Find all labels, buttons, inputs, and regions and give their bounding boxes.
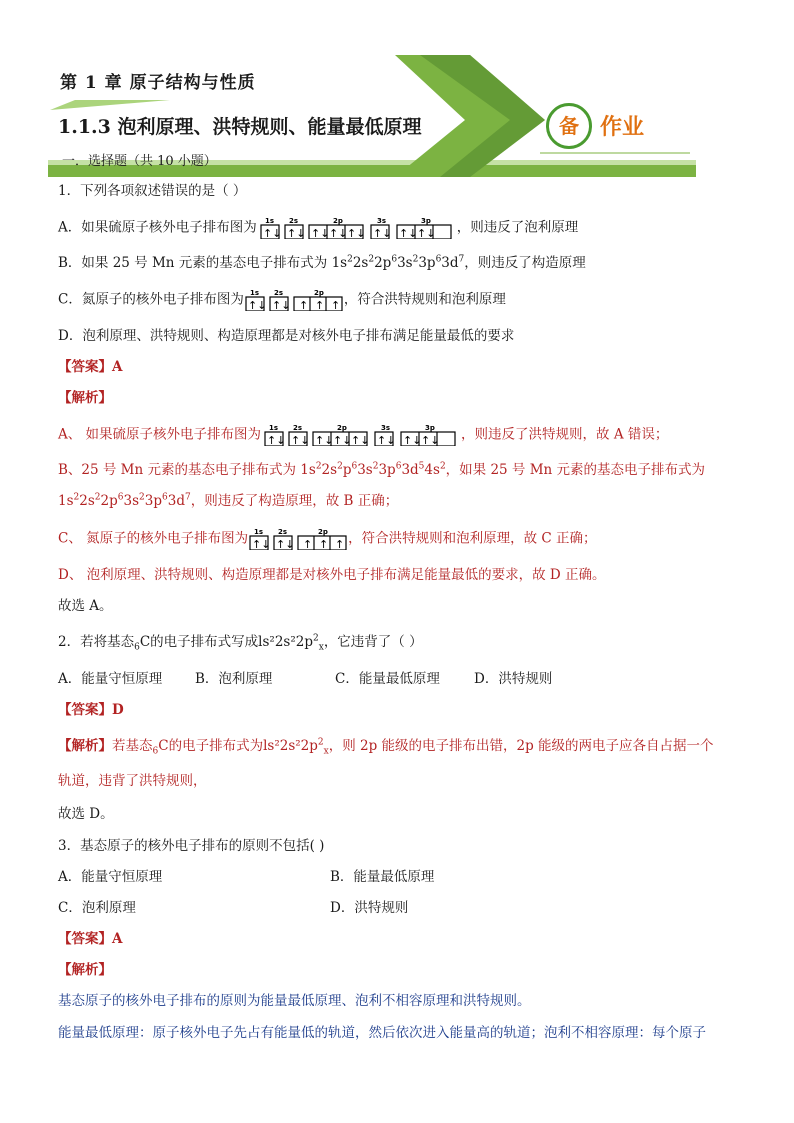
svg-text:↑↓: ↑↓ xyxy=(333,434,352,446)
svg-text:↑: ↑ xyxy=(298,299,309,311)
q1-conclusion: 故选 A。 xyxy=(58,598,113,614)
b-sup: 2 xyxy=(412,254,419,265)
q1-stem: 1．下列各项叙述错误的是（ ） xyxy=(58,183,247,199)
orb-label: 2p xyxy=(318,528,329,536)
svg-text:↑↓: ↑↓ xyxy=(351,434,370,446)
svg-text:↑↓: ↑↓ xyxy=(252,538,271,550)
ab-sup: 2 xyxy=(439,461,446,472)
chapter-title: 第 1 章 原子结构与性质 xyxy=(60,73,256,93)
svg-text:↑↓: ↑↓ xyxy=(262,227,282,239)
q2-options xyxy=(58,669,552,689)
ab-part: p xyxy=(342,462,352,478)
orb-label: 3p xyxy=(425,424,435,432)
orb-label: 1s xyxy=(254,528,264,536)
q3-analysis-line1: 基态原子的核外电子排布的原则为能量最低原理、泡利不相容原理和洪特规则。 xyxy=(58,993,531,1009)
orb-label: 2s xyxy=(293,424,303,432)
badge-label: 作业 xyxy=(600,115,645,140)
svg-text:↑: ↑ xyxy=(335,538,345,550)
q2-ana-config-sub: x xyxy=(323,746,329,757)
ab2-sup: 7 xyxy=(184,492,191,503)
q1-option-c xyxy=(58,289,506,311)
q2-sub: 6 xyxy=(134,642,140,653)
ab-sup: 6 xyxy=(351,461,358,472)
q1-option-b xyxy=(58,253,586,273)
svg-text:↑↓: ↑↓ xyxy=(377,434,396,446)
ab-part: 4s xyxy=(424,462,440,478)
svg-text:↑↓: ↑↓ xyxy=(416,227,436,239)
svg-text:↑↓: ↑↓ xyxy=(372,227,392,239)
ab2-part: 1s xyxy=(58,493,74,509)
orb-label: 2s xyxy=(273,289,283,297)
q2-stem xyxy=(58,632,423,652)
section-heading: 一．选择题（共 10 小题） xyxy=(62,154,217,169)
orb-label: 1s xyxy=(249,289,259,297)
q3-options-row2 xyxy=(58,898,408,918)
orb-label: 3p xyxy=(420,217,431,225)
ab-part: 3s xyxy=(357,462,373,478)
svg-text:↑↓: ↑↓ xyxy=(315,434,334,446)
svg-text:↑: ↑ xyxy=(303,538,313,550)
ab2-sup: 2 xyxy=(139,492,145,503)
q1-option-c-tail: ，符合洪特规则和泡利原理 xyxy=(343,291,506,308)
svg-text:↑↓: ↑↓ xyxy=(271,299,291,311)
q2-option-d: D．洪特规则 xyxy=(474,671,553,687)
ab-part: 2s xyxy=(321,462,338,478)
q2-stem-mid: 的电子排布式写成 xyxy=(150,634,259,650)
svg-text:↑↓: ↑↓ xyxy=(346,227,366,239)
ab-sup: 2 xyxy=(337,461,343,472)
orb-label: 2s xyxy=(288,217,298,225)
q1-analysis-c xyxy=(58,528,597,550)
b-part: 2s xyxy=(352,255,369,271)
lesson-title: 1.1.3 泡利原理、洪特规则、能量最低原理 xyxy=(58,116,422,138)
q2-analysis-label: 【解析】 xyxy=(58,738,112,754)
q2-conclusion: 故选 D。 xyxy=(58,806,114,822)
ab-sup: 5 xyxy=(418,461,425,472)
ab-sup: 2 xyxy=(372,461,379,472)
ab2-part: 2s xyxy=(79,493,95,509)
ana-c-tail: ，符合洪特规则和泡利原理，故 C 正确； xyxy=(348,530,597,547)
q2-analysis-line2: 轨道，违背了洪特规则， xyxy=(58,773,207,789)
ab2-part: 3s xyxy=(123,493,140,509)
q2-analysis xyxy=(58,736,714,756)
q2-ana-config: ls²2s²2p xyxy=(263,738,318,754)
ab2-sup: 6 xyxy=(117,492,124,503)
q2-option-c: C．能量最低原理 xyxy=(335,671,440,687)
q1-analysis-b1 xyxy=(58,460,705,480)
orb-label: 2p xyxy=(337,424,347,432)
q1-option-a-tail: ，则违反了泡利原理 xyxy=(456,219,579,236)
q3-option-a: A．能量守恒原理 xyxy=(58,869,163,885)
ana-a-text: A、 如果硫原子核外电子排布图为 xyxy=(58,426,262,443)
b-sup: 2 xyxy=(347,254,353,265)
svg-text:↑↓: ↑↓ xyxy=(286,227,306,239)
b-part: ，则违反了构造原理 xyxy=(464,255,586,271)
sulfur-orbital-diagram-b xyxy=(261,424,461,446)
q3-option-c: C．泡利原理 xyxy=(58,900,136,916)
orb-label: 1s xyxy=(269,424,279,432)
b-sup: 7 xyxy=(458,254,465,265)
q2-config-sup: 2 xyxy=(313,633,319,644)
q2-ana-pre: 若基态 xyxy=(112,738,153,754)
q1-analysis-label: 【解析】 xyxy=(58,390,112,406)
svg-text:↑↓: ↑↓ xyxy=(310,227,330,239)
orb-label: 2p xyxy=(313,289,324,297)
q2-element: C xyxy=(139,634,151,650)
b-part: 2p xyxy=(374,255,392,271)
q2-ana-post: ，则 2p 能级的电子排布出错，2p 能级的两电子应各自占据一个 xyxy=(328,738,714,754)
q2-stem-pre: 2．若将基态 xyxy=(58,634,135,650)
q3-options-row1 xyxy=(58,867,434,887)
svg-text:↑↓: ↑↓ xyxy=(247,299,267,311)
svg-text:↑: ↑ xyxy=(330,299,341,311)
q2-config: ls²2s²2p xyxy=(258,634,313,650)
svg-text:↑↓: ↑↓ xyxy=(398,227,418,239)
q2-ana-sub: 6 xyxy=(152,746,159,757)
q1-analysis-d: D、 泡利原理、洪特规则、构造原理都是对核外电子排布满足能量最低的要求，故 D 正确。 xyxy=(58,567,606,583)
q2-option-b: B．泡利原理 xyxy=(195,671,273,687)
ab2-sup: 2 xyxy=(94,492,101,503)
orb-label: 3s xyxy=(381,424,391,432)
ana-a-tail: ，则违反了洪特规则，故 A 错误； xyxy=(461,426,669,443)
ab-part: 3p xyxy=(378,462,396,478)
orb-label: 1s xyxy=(264,217,274,225)
svg-text:↑↓: ↑↓ xyxy=(267,434,286,446)
q3-analysis-line2: 能量最低原理：原子核外电子先占有能量低的轨道，然后依次进入能量高的轨道；泡利不相容原理：每个原子 xyxy=(58,1025,706,1041)
sulfur-orbital-diagram-a xyxy=(257,217,457,239)
orb-label: 2p xyxy=(332,217,343,225)
q3-stem: 3．基态原子的核外电子排布的原则不包括( ) xyxy=(58,838,325,854)
q3-analysis-label: 【解析】 xyxy=(58,962,112,978)
b-sup: 6 xyxy=(435,254,442,265)
q2-option-a: A．能量守恒原理 xyxy=(58,671,163,687)
svg-text:↑↓: ↑↓ xyxy=(403,434,422,446)
ab-sup: 6 xyxy=(395,461,402,472)
q1-answer: 【答案】A xyxy=(58,359,123,375)
q2-ana-mid: 的电子排布式为 xyxy=(168,738,264,754)
ab2-sup: 2 xyxy=(73,492,80,503)
q2-ana-config-sup: 2 xyxy=(317,737,324,748)
svg-text:↑↓: ↑↓ xyxy=(328,227,348,239)
b-part: 3d xyxy=(441,255,459,271)
q3-answer: 【答案】A xyxy=(58,931,123,947)
orb-label: 3s xyxy=(376,217,386,225)
svg-text:↑: ↑ xyxy=(319,538,329,550)
q1-analysis-b2 xyxy=(58,491,398,511)
svg-text:↑: ↑ xyxy=(314,299,325,311)
ab2-part: 2p xyxy=(100,493,118,509)
q1-option-a xyxy=(58,217,578,239)
q1-analysis-a xyxy=(58,424,668,446)
q2-answer: 【答案】D xyxy=(58,702,124,718)
badge-icon: 备 xyxy=(546,103,592,149)
b-sup: 6 xyxy=(391,254,398,265)
ab2-sup: 6 xyxy=(162,492,168,503)
svg-text:↑↓: ↑↓ xyxy=(421,434,440,446)
b-part: 3p xyxy=(418,255,436,271)
q1-option-d: D．泡利原理、洪特规则、构造原理都是对核外电子排布满足能量最低的要求 xyxy=(58,328,515,344)
q2-ana-element: C xyxy=(158,738,169,754)
q3-option-d: D．洪特规则 xyxy=(330,900,409,916)
q2-stem-post: ，它违背了（ ） xyxy=(323,634,423,650)
b-part: 3s xyxy=(397,255,413,271)
ab-part: ，如果 25 号 Mn 元素的基态电子排布式为 xyxy=(445,462,706,478)
ab2-part: 3p xyxy=(144,493,162,509)
svg-text:↑↓: ↑↓ xyxy=(276,538,295,550)
ab-part: 3d xyxy=(401,462,419,478)
ab2-part: ，则违反了构造原理，故 B 正确； xyxy=(190,493,399,509)
q3-option-b: B．能量最低原理 xyxy=(330,869,435,885)
ab-part: B、25 号 Mn 元素的基态电子排布式为 1s xyxy=(58,462,316,478)
svg-text:↑↓: ↑↓ xyxy=(291,434,310,446)
orb-label: 2s xyxy=(278,528,288,536)
b-sup: 2 xyxy=(368,254,375,265)
ab2-part: 3d xyxy=(167,493,185,509)
nitrogen-orbital-diagram-b xyxy=(248,528,348,550)
q1-option-a-text: A．如果硫原子核外电子排布图为 xyxy=(58,219,257,236)
q1-option-c-text: C．氮原子的核外电子排布图为 xyxy=(58,291,244,308)
ana-c-text: C、 氮原子的核外电子排布图为 xyxy=(58,530,249,547)
q2-config-sub: x xyxy=(318,642,324,653)
ab-sup: 2 xyxy=(315,461,322,472)
nitrogen-orbital-diagram xyxy=(244,289,344,311)
b-part: B．如果 25 号 Mn 元素的基态电子排布式为 1s xyxy=(58,255,348,271)
